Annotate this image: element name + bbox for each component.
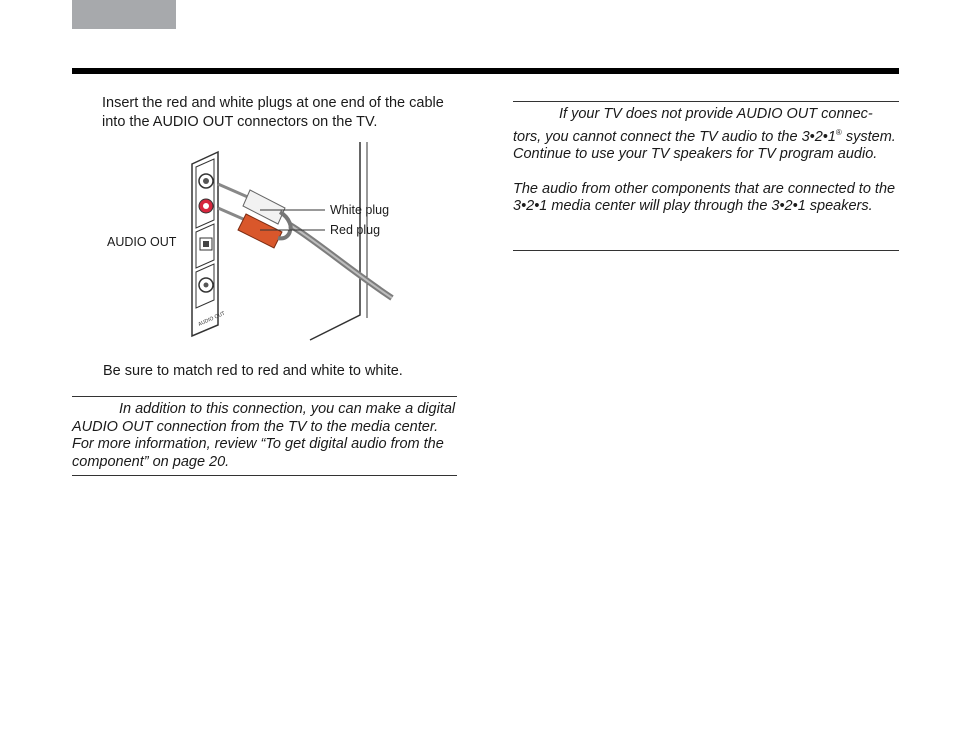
color-match-note: Be sure to match red to red and white to white. <box>103 363 403 379</box>
note-left-text: In addition to this connection, you can make a digital AUDIO OUT connection from the TV to the media center. For more information, review “To get digital audio from the component” on page 20. <box>72 401 456 470</box>
note-right-para1-end: system. Continue to use your TV speakers for TV program audio. <box>513 128 896 162</box>
registered-mark: ® <box>835 127 842 137</box>
step-instruction: Insert the red and white plugs at one end of the cable into the AUDIO OUT connectors on the TV. <box>102 95 444 130</box>
svg-text:AUDIO OUT: AUDIO OUT <box>197 310 226 328</box>
header-tab-block <box>72 0 176 29</box>
header-rule <box>72 68 899 74</box>
red-plug-label: Red plug <box>330 223 381 237</box>
audio-out-label: AUDIO OUT <box>107 235 177 249</box>
note-right-para1: If your TV does not provide AUDIO OUT connec- tors, you cannot connect the TV audio to the 3•2•1 <box>513 106 873 145</box>
note-right-para2: The audio from other components that are connected to the 3•2•1 media center will play through the 3•2•1 speakers. <box>513 180 896 214</box>
white-plug-label: White plug <box>330 203 390 217</box>
connection-illustration <box>100 140 400 345</box>
note-no-audio-out <box>513 101 899 251</box>
connector-panel <box>192 152 227 336</box>
note-digital-connection <box>72 396 457 476</box>
